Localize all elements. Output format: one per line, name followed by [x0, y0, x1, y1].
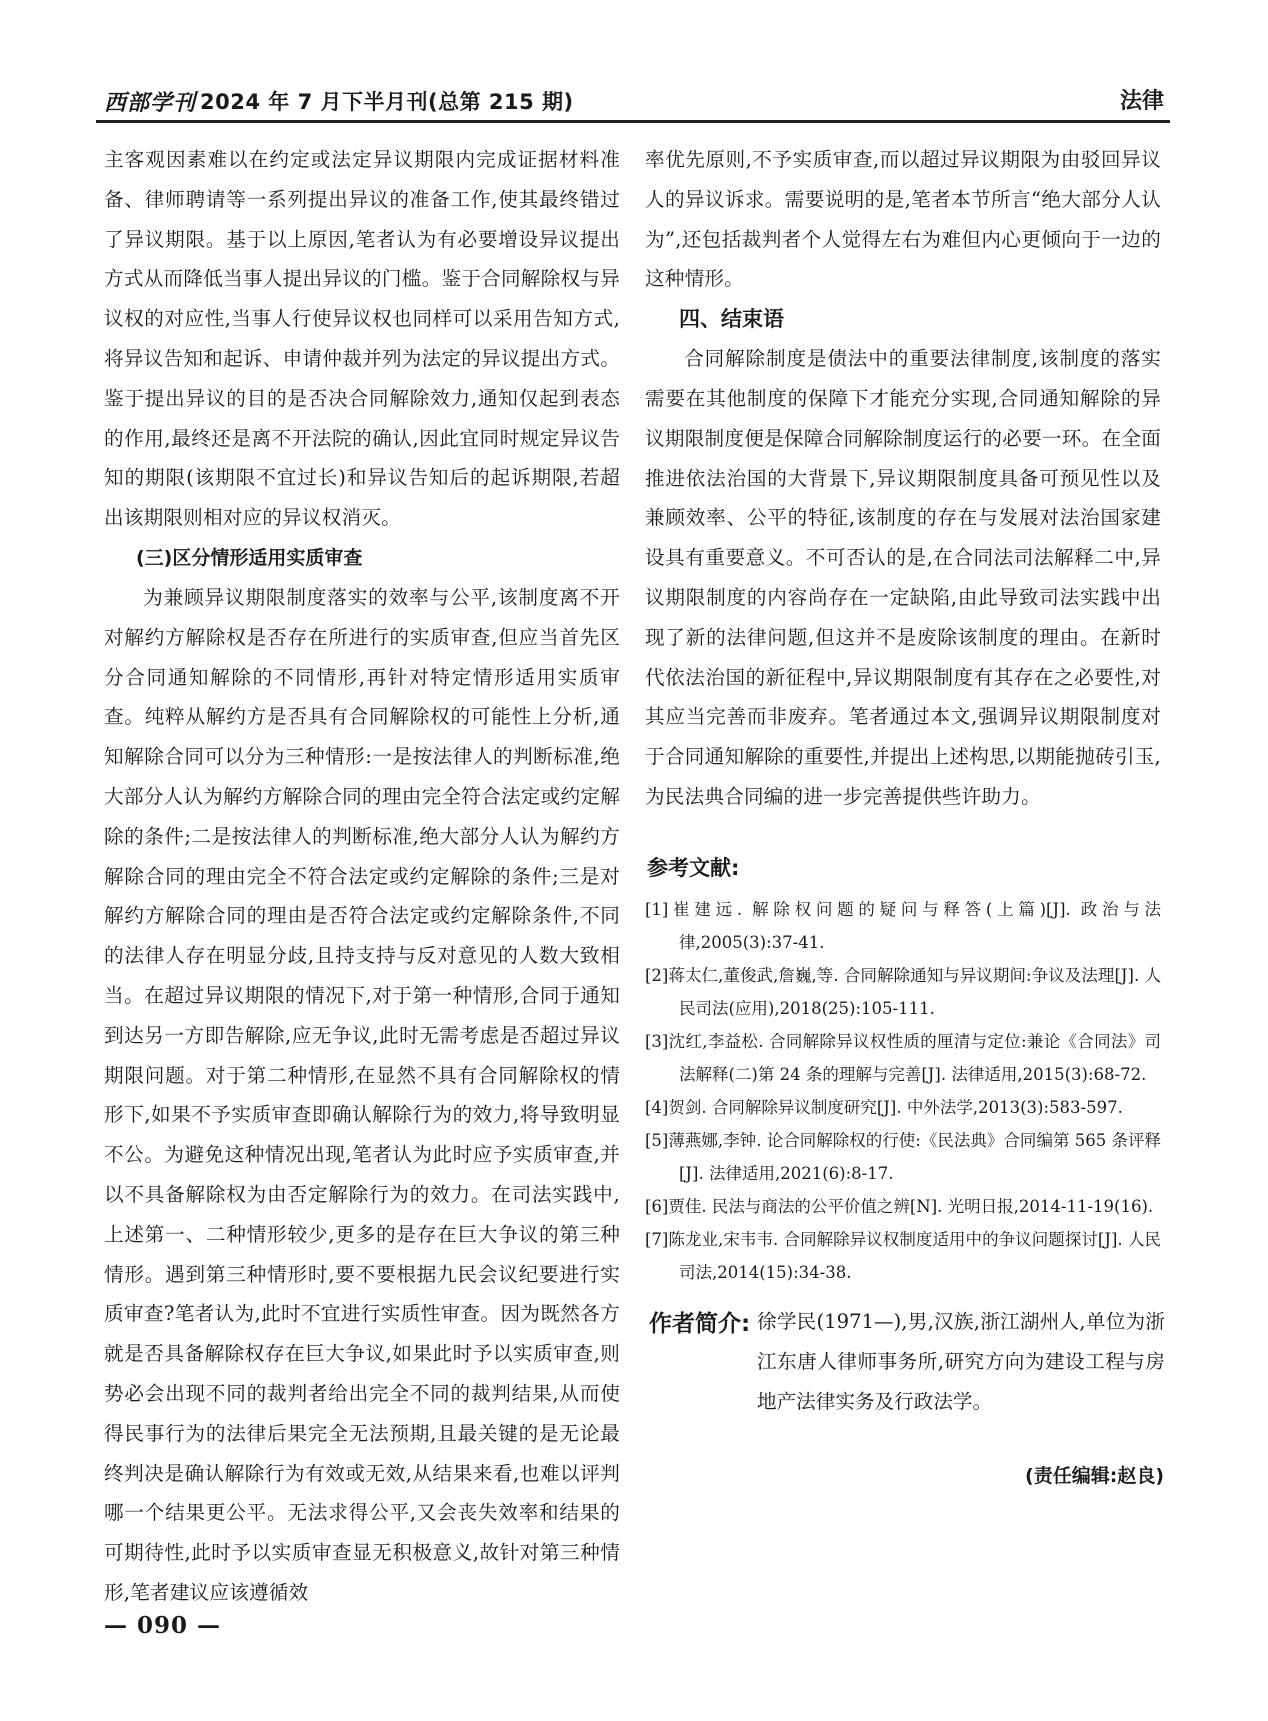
author-label: 作者简介: [649, 1311, 751, 1337]
right-column [645, 140, 1161, 1289]
references-list [645, 893, 1161, 1289]
reference-item: [6]贾佳. 民法与商法的公平价值之辨[N]. 光明日报,2014-11-19(16). [645, 1196, 1154, 1216]
section-heading: 四、结束语 [679, 307, 784, 332]
reference-item: [5]薄燕娜,李钟. 论合同解除权的行使:《民法典》合同编第 565 条评释[J]. 法律适用,2021(6):8-17. [645, 1130, 1161, 1183]
reference-item: [3]沈红,李益松. 合同解除异议权性质的厘清与定位:兼论《合同法》司法解释(二)第 24 条的理解与完善[J]. 法律适用,2015(3):68-72. [645, 1031, 1161, 1084]
body-paragraph: 为兼顾异议期限制度落实的效率与公平,该制度离不开对解约方解除权是否存在所进行的实质审查,但应当首先区分合同通知解除的不同情形,再针对特定情形适用实质审查。纯粹从解约方是否具有合同解除权的可能性上分析,通知解除合同可以分为三种情形:一是按法律人的判断标准,绝大部分人认为解约方解除合同的理由完全符合法定或约定解除的条件;二是按法律人的判断标准,绝大部分人认为解约方解除合同的理由完全不符合法定或约定解除的条件;三是对解约方解除合同的理由是否符合法定或约定解除条件,不同的法律人存在明显分歧,且持支持与反对意见的人数大致相当。在超过异议期限的情况下,对于第一种情形,合同于通知到达另一方即告解除,应无争议,此时无需考虑是否超过异议期限问题。对于第二种情形,在显然不具有合同解除权的情形下,如果不予实质审查即确认解除行为的效力,将导致明显不公。为避免这种情况出现,笔者认为此时应予实质审查,并以不具备解除权为由否定解除行为的效力。在司法实践中,上述第一、二种情形较少,更多的是存在巨大争议的第三种情形。遇到第三种情形时,要不要根据九民会议纪要进行实质审查?笔者认为,此时不宜进行实质性审查。因为既然各方就是否具备解除权存在巨大争议,如果此时予以实质审查,则势必会出现不同的裁判者给出完全不同的裁判结果,从而使得民事行为的法律后果完全无法预期,且最关键的是无论最终判决是确认解除行为有效或无效,从结果来看,也难以评判哪一个结果更公平。无法求得公平,又会丧失效率和结果的可期待性,此时予以实质审查显无积极意义,故针对第三种情形,笔者建议应该遵循效 [104, 585, 620, 1604]
reference-item: [1]崔建远. 解除权问题的疑问与释答(上篇)[J]. 政治与法律,2005(3):37-41. [645, 899, 1161, 952]
section-label: 法律 [1119, 89, 1164, 114]
left-column [104, 140, 620, 1613]
reference-item: [7]陈龙业,宋韦韦. 合同解除异议权制度适用中的争议问题探讨[J]. 人民司法,2014(15):34-38. [645, 1229, 1161, 1282]
reference-item: [2]蒋太仁,董俊武,詹巍,等. 合同解除通知与异议期间:争议及法理[J]. 人民司法(应用),2018(25):105-111. [645, 965, 1161, 1018]
references-title: 参考文献: [647, 855, 740, 880]
reference-item: [4]贺剑. 合同解除异议制度研究[J]. 中外法学,2013(3):583-597. [645, 1097, 1123, 1117]
journal-logo: 西部学刊 [104, 90, 197, 116]
responsible-editor: (责任编辑:赵良) [1025, 1465, 1164, 1487]
page-number: — 090 — [104, 1612, 222, 1639]
page-header [96, 84, 1170, 123]
body-paragraph: 主客观因素难以在约定或法定异议期限内完成证据材料准备、律师聘请等一系列提出异议的准备工作,使其最终错过了异议期限。基于以上原因,笔者认为有必要增设异议提出方式从而降低当事人提出异议的门槛。鉴于合同解除权与异议权的对应性,当事人行使异议权也同样可以采用告知方式,将异议告知和起诉、申请仲裁并列为法定的异议提出方式。鉴于提出异议的目的是否决合同解除效力,通知仅起到表态的作用,最终还是离不开法院的确认,因此宜同时规定异议告知的期限(该期限不宜过长)和异议告知后的起诉期限,若超出该期限则相对应的异议权消灭。 [104, 148, 620, 530]
body-paragraph: 合同解除制度是债法中的重要法律制度,该制度的落实需要在其他制度的保障下才能充分实现,合同通知解除的异议期限制度便是保障合同解除制度运行的必要一环。在全面推进依法治国的大背景下,异议期限制度具备可预见性以及兼顾效率、公平的特征,该制度的存在与发展对法治国家建设具有重要意义。不可否认的是,在合同法司法解释二中,异议期限制度的内容尚存在一定缺陷,由此导致司法实践中出现了新的法律问题,但这并不是废除该制度的理由。在新时代依法治国的新征程中,异议期限制度有其存在之必要性,对其应当完善而非废弃。笔者通过本文,强调异议期限制度对于合同通知解除的重要性,并提出上述构思,以期能抛砖引玉,为民法典合同编的进一步完善提供些许助力。 [645, 347, 1161, 808]
section-heading: (三)区分情形适用实质审查 [136, 546, 363, 569]
body-paragraph: 率优先原则,不予实质审查,而以超过异议期限为由驳回异议人的异议诉求。需要说明的是,笔者本节所言“绝大部分人认为”,还包括裁判者个人觉得左右为难但内心更倾向于一边的这种情形。 [645, 148, 1161, 291]
journal-issue: 2024 年 7 月下半月刊(总第 215 期) [200, 90, 574, 114]
author-bio: 徐学民(1971—),男,汉族,浙江湖州人,单位为浙江东唐人律师事务所,研究方向为建设工程与房地产法律实务及行政法学。 [757, 1310, 1165, 1413]
